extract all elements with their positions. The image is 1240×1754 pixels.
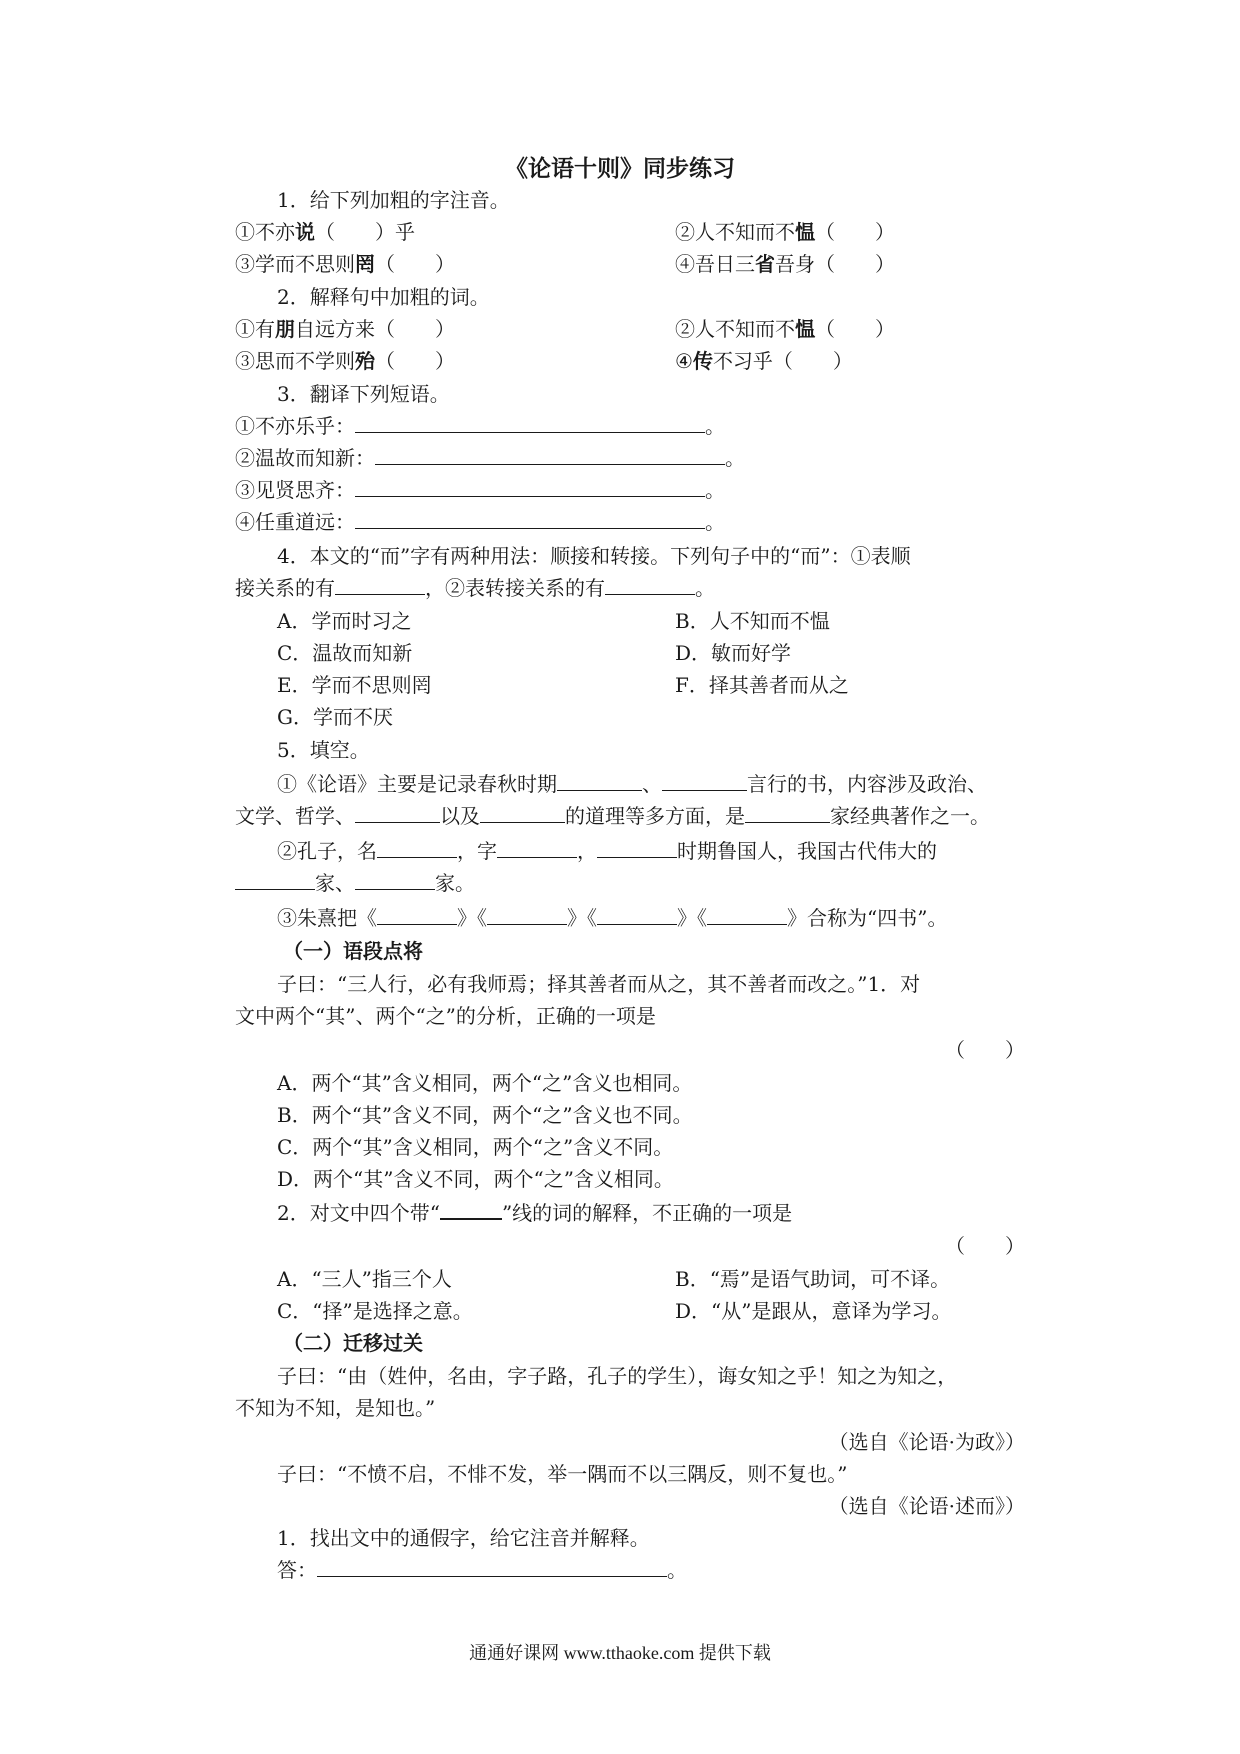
q1-item-1: ①不亦说（ ）乎 — [235, 220, 415, 244]
s1-q1-option-a: A．两个“其”含义相同，两个“之”含义也相同。 — [277, 1071, 693, 1095]
s1-q2-stem: 2．对文中四个带“ ”线的词的解释，不正确的一项是 — [277, 1196, 1067, 1228]
q1-row-2 — [235, 248, 1025, 280]
s1-q1-option-b: B．两个“其”含义不同，两个“之”含义也不同。 — [277, 1103, 693, 1127]
answer-blank[interactable] — [355, 474, 705, 497]
answer-blank[interactable] — [375, 442, 725, 465]
q5-part-2-line-2: 家、 家。 — [235, 867, 1025, 899]
answer-blank[interactable] — [355, 410, 705, 433]
answer-blank[interactable] — [377, 902, 457, 925]
q2-row-1 — [235, 313, 1025, 345]
answer-blank[interactable] — [480, 800, 565, 823]
answer-blank[interactable] — [355, 506, 705, 529]
s2-q1-stem: 1．找出文中的通假字，给它注音并解释。 — [277, 1526, 650, 1550]
answer-blank[interactable] — [597, 902, 677, 925]
q3-item-1: ①不亦乐乎： 。 — [235, 410, 1025, 442]
q5-part-2-line-1: ②孔子，名 ，字 ， 时期鲁国人，我国古代伟大的 — [277, 835, 1067, 867]
q3-item-4: ④任重道远： 。 — [235, 506, 1025, 538]
q4-options-row-1: A．学而时习之 B．人不知而不愠 — [277, 609, 830, 633]
s2-q1-answer: 答： 。 — [277, 1554, 1067, 1586]
q5-stem: 5．填空。 — [277, 738, 370, 762]
underline-sample — [440, 1196, 502, 1220]
q1-row-1 — [235, 216, 1025, 248]
page-title: 《论语十则》同步练习 — [505, 155, 735, 182]
q2-stem: 2．解释句中加粗的词。 — [277, 285, 490, 309]
source-citation-1: （选自《论语·为政》） — [828, 1430, 1025, 1454]
answer-blank[interactable] — [605, 572, 695, 595]
q1-item-4: ④吾日三省吾身（ ） — [675, 252, 895, 276]
q1-item-2: ②人不知而不愠（ ） — [675, 220, 895, 244]
q5-part-3: ③朱熹把《 》《 》《 》《 》合称为“四书”。 — [277, 902, 1067, 934]
answer-blank[interactable] — [235, 867, 315, 890]
answer-paren-1: （ ） — [945, 1038, 1025, 1062]
q1-item-3: ③学而不思则罔（ ） — [235, 252, 455, 276]
answer-blank[interactable] — [745, 800, 830, 823]
q3-item-3: ③见贤思齐： 。 — [235, 474, 1025, 506]
q4-stem-line-1: 4．本文的“而”字有两种用法：顺接和转接。下列句子中的“而”：①表顺 — [277, 544, 911, 568]
answer-blank[interactable] — [335, 572, 425, 595]
q2-item-2: ②人不知而不愠（ ） — [675, 317, 895, 341]
section-1-heading: （一）语段点将 — [283, 939, 423, 963]
q2-item-1: ①有朋自远方来（ ） — [235, 317, 455, 341]
q2-item-4: ④传不习乎（ ） — [675, 349, 853, 373]
q4-options-row-3: E．学而不思则罔 F．择其善者而从之 — [277, 673, 849, 697]
source-citation-2: （选自《论语·述而》） — [828, 1494, 1025, 1518]
answer-blank[interactable] — [662, 768, 747, 791]
answer-blank[interactable] — [487, 902, 567, 925]
q3-item-2: ②温故而知新： 。 — [235, 442, 1025, 474]
section-2-passage-2: 子曰：“不愤不启，不悱不发，举一隅而不以三隅反，则不复也。” — [277, 1462, 848, 1486]
answer-blank[interactable] — [355, 800, 440, 823]
q5-part-1-line-1: ①《论语》主要是记录春秋时期 、 言行的书，内容涉及政治、 — [277, 768, 1067, 800]
answer-blank[interactable] — [377, 835, 457, 858]
q5-part-1-line-2: 文学、哲学、 以及 的道理等多方面，是 家经典著作之一。 — [235, 800, 1025, 832]
section-2-passage-1-line-1: 子曰：“由（姓仲，名由，字子路，孔子的学生），诲女知之乎！知之为知之， — [277, 1364, 958, 1388]
q4-stem-line-2: 接关系的有 ，②表转接关系的有 。 — [235, 572, 1025, 604]
answer-blank[interactable] — [355, 867, 435, 890]
s1-q2-options-row-2: C．“择”是选择之意。 D．“从”是跟从，意译为学习。 — [277, 1299, 952, 1323]
q4-options-row-4: G．学而不厌 — [277, 705, 393, 729]
answer-blank[interactable] — [707, 902, 787, 925]
answer-blank[interactable] — [557, 768, 642, 791]
section-2-passage-1-line-2: 不知为不知，是知也。” — [235, 1396, 436, 1420]
section-1-passage-line-2: 文中两个“其”、两个“之”的分析，正确的一项是 — [235, 1004, 656, 1028]
answer-blank[interactable] — [317, 1554, 667, 1577]
answer-blank[interactable] — [597, 835, 677, 858]
page-footer: 通通好课网 www.tthaoke.com 提供下载 — [469, 1643, 771, 1663]
q2-row-2 — [235, 345, 1025, 377]
s1-q1-option-d: D．两个“其”含义不同，两个“之”含义相同。 — [277, 1167, 674, 1191]
section-1-passage-line-1: 子曰：“三人行，必有我师焉；择其善者而从之，其不善者而改之。”1．对 — [277, 972, 921, 996]
answer-blank[interactable] — [497, 835, 577, 858]
q2-item-3: ③思而不学则殆（ ） — [235, 349, 455, 373]
s1-q2-options-row-1: A．“三人”指三个人 B．“焉”是语气助词，可不译。 — [277, 1267, 951, 1291]
s1-q1-option-c: C．两个“其”含义相同，两个“之”含义不同。 — [277, 1135, 674, 1159]
answer-paren-2: （ ） — [945, 1234, 1025, 1258]
q4-options-row-2: C．温故而知新 D．敏而好学 — [277, 641, 792, 665]
q3-stem: 3．翻译下列短语。 — [277, 382, 450, 406]
section-2-heading: （二）迁移过关 — [283, 1331, 423, 1355]
q1-stem: 1．给下列加粗的字注音。 — [277, 188, 510, 212]
